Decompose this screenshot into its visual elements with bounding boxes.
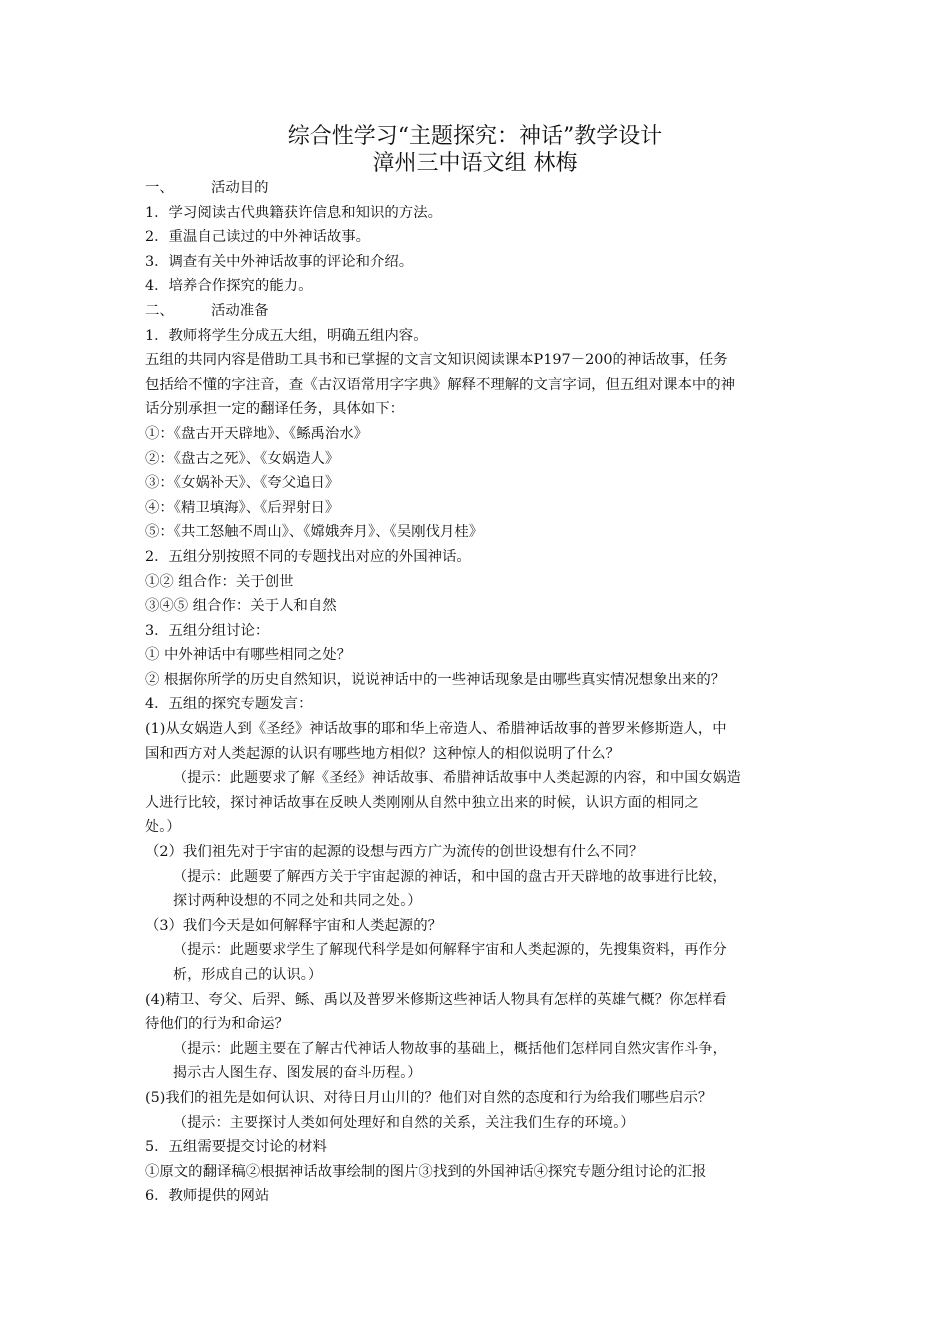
topic-hint: 析，形成自己的认识。） <box>173 967 323 983</box>
collab-item: ①② 组合作：关于创世 <box>145 573 294 590</box>
list-item: 3．五组分组讨论： <box>145 622 270 639</box>
topic-hint: 处。） <box>145 819 181 836</box>
topic-hint: （提示：此题要了解西方关于宇宙起源的神话，和中国的盘古开天辟地的故事进行比较， <box>173 868 727 885</box>
list-item: 3．调查有关中外神话故事的评论和介绍。 <box>145 253 414 270</box>
list-item: 4．五组的探究专题发言： <box>145 696 313 713</box>
section-heading: 一、 活动目的 <box>145 180 269 196</box>
section-heading: 二、 活动准备 <box>145 302 269 319</box>
topic-hint: （提示：主要探讨人类如何处理好和自然的关系，关注我们生存的环境。） <box>173 1114 635 1131</box>
paragraph-line: 包括给不懂的字注音，查《古汉语常用字字典》解释不理解的文言字词，但五组对课本中的神 <box>145 376 736 393</box>
topic-hint: 人进行比较，探讨神话故事在反映人类刚刚从自然中独立出来的时候，认识方面的相同之 <box>145 794 699 811</box>
topic-question: (4)精卫、夸父、后羿、鲧、禹以及普罗米修斯这些神话人物具有怎样的英雄气概？你怎样看 <box>145 991 727 1008</box>
topic-hint: （提示：此题主要在了解古代神话人物故事的基础上，概括他们怎样同自然灾害作斗争， <box>173 1040 727 1057</box>
topic-question: 国和西方对人类起源的认识有哪些地方相似？这种惊人的相似说明了什么？ <box>145 745 620 762</box>
topic-question: （2）我们祖先对于宇宙的起源的设想与西方广为流传的创世设想有什么不同？ <box>145 844 644 861</box>
topic-hint: 探讨两种设想的不同之处和共同之处。） <box>173 893 422 910</box>
topic-question: （3）我们今天是如何解释宇宙和人类起源的？ <box>145 917 442 934</box>
materials-line: ①原文的翻译稿②根据神话故事绘制的图片③找到的外国神话④探究专题分组讨论的汇报 <box>145 1163 707 1180</box>
list-item: 4．培养合作探究的能力。 <box>145 278 313 295</box>
document-body <box>145 176 815 1209</box>
topic-hint: 揭示古人图生存、图发展的奋斗历程。） <box>173 1065 422 1082</box>
group-item: ⑤：《共工怒触不周山》、《嫦娥奔月》、《吴刚伐月桂》 <box>145 524 484 541</box>
discuss-item: ② 根据你所学的历史自然知识，说说神话中的一些神话现象是由哪些真实情况想象出来的？ <box>145 671 726 688</box>
group-item: ①：《盘古开天辟地》、《鲧禹治水》 <box>145 425 369 442</box>
topic-question: (1)从女娲造人到《圣经》神话故事的耶和华上帝造人、希腊神话故事的普罗米修斯造人，中 <box>145 721 727 738</box>
paragraph-line: 五组的共同内容是借助工具书和已掌握的文言文知识阅读课本P197－200的神话故事，任务 <box>145 352 728 369</box>
list-item: 5．五组需要提交讨论的材料 <box>145 1139 327 1156</box>
document-title: 综合性学习“主题探究：神话”教学设计 <box>287 124 663 149</box>
discuss-item: ① 中外神话中有哪些相同之处？ <box>145 647 352 664</box>
paragraph-line: 话分别承担一定的翻译任务，具体如下： <box>145 401 405 418</box>
collab-item: ③④⑤ 组合作：关于人和自然 <box>145 598 337 615</box>
list-item: 2．重温自己读过的中外神话故事。 <box>145 229 371 246</box>
topic-question: (5)我们的祖先是如何认识、对待日月山川的？他们对自然的态度和行为给我们哪些启示？ <box>145 1089 713 1106</box>
topic-hint: （提示：此题要求学生了解现代科学是如何解释宇宙和人类起源的，先搜集资料，再作分 <box>173 942 727 959</box>
group-item: ②：《盘古之死》、《女娲造人》 <box>145 450 340 467</box>
document-subtitle: 漳州三中语文组 林梅 <box>372 151 578 176</box>
topic-hint: （提示：此题要求了解《圣经》神话故事、希腊神话故事中人类起源的内容，和中国女娲造 <box>173 770 741 787</box>
topic-question: 待他们的行为和命运？ <box>145 1016 289 1033</box>
list-item: 1．学习阅读古代典籍获许信息和知识的方法。 <box>145 204 442 221</box>
list-item: 1．教师将学生分成五大组，明确五组内容。 <box>145 327 428 344</box>
list-item: 2．五组分别按照不同的专题找出对应的外国神话。 <box>145 548 471 565</box>
group-item: ③：《女娲补天》、《夸父追日》 <box>145 475 340 492</box>
list-item: 6．教师提供的网站 <box>145 1188 270 1205</box>
group-item: ④：《精卫填海》、《后羿射日》 <box>145 499 340 516</box>
